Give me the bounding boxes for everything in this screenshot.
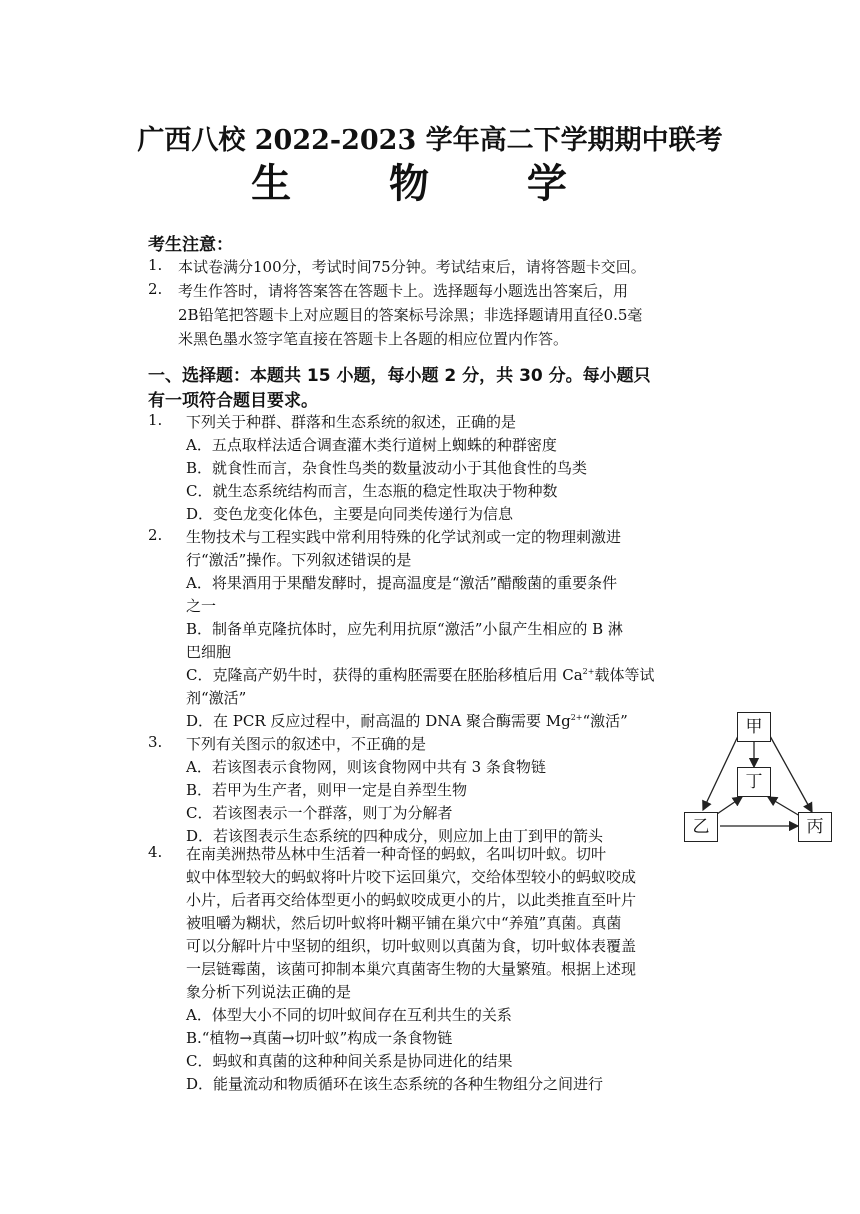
- q2-option-c-line-1: [186, 664, 654, 685]
- q2-option-c-text: C．克隆高产奶牛时，获得的重构胚需要在胚胎移植后用 Ca: [186, 666, 583, 684]
- notice-2-line-2: 2B铅笔把答题卡上对应题目的答案标号涂黑；非选择题请用直径0.5毫: [178, 306, 643, 324]
- q2-option-d: [186, 710, 628, 731]
- q4-stem-line-4: 被咀嚼为糊状，然后切叶蚁将叶糊平铺在巢穴中“养殖”真菌。真菌: [186, 914, 622, 932]
- arrow-jia-to-bing: [770, 736, 812, 812]
- q1-option-b: B．就食性而言，杂食性鸟类的数量波动小于其他食性的鸟类: [186, 459, 588, 477]
- q2-option-a-line-1: A．将果酒用于果醋发酵时，提高温度是“激活”醋酸菌的重要条件: [186, 574, 618, 592]
- q1-stem: 下列关于种群、群落和生态系统的叙述，正确的是: [186, 413, 517, 431]
- q2-option-c-text-tail: 载体等试: [594, 666, 655, 684]
- q4-stem-line-2: 蚁中体型较大的蚂蚁将叶片咬下运回巢穴，交给体型较小的蚂蚁咬成: [186, 868, 637, 886]
- q2-stem-line-2: 行“激活”操作。下列叙述错误的是: [186, 551, 412, 569]
- q4-stem-line-6: 一层链霉菌，该菌可抑制本巢穴真菌寄生物的大量繁殖。根据上述现: [186, 960, 637, 978]
- notice-heading: 考生注意：: [148, 235, 233, 255]
- q2-option-a-line-2: 之一: [186, 597, 217, 615]
- notice-2-num: 2.: [148, 280, 163, 298]
- q4-number: 4.: [148, 843, 163, 861]
- node-jia: 甲: [737, 712, 771, 742]
- exam-title: 广西八校 2022-2023 学年高二下学期期中联考: [137, 125, 723, 156]
- q2-option-d-text-tail: “激活”: [582, 712, 628, 730]
- notice-2-line-3: 米黑色墨水签字笔直接在答题卡上各题的相应位置内作答。: [178, 330, 569, 348]
- node-ding: 丁: [737, 767, 771, 797]
- q1-option-a: A．五点取样法适合调查灌木类行道树上蜘蛛的种群密度: [186, 436, 557, 454]
- calcium-superscript: 2+: [582, 667, 595, 676]
- magnesium-superscript: 2+: [570, 713, 583, 722]
- notice-2-line-1: 考生作答时，请将答案答在答题卡上。选择题每小题选出答案后，用: [178, 282, 629, 300]
- q4-option-a: A．体型大小不同的切叶蚁间存在互利共生的关系: [186, 1006, 512, 1024]
- node-yi: 乙: [684, 812, 718, 842]
- section-heading-line-2: 有一项符合题目要求。: [148, 391, 318, 411]
- q3-option-d: D．若该图表示生态系统的四种成分，则应加上由丁到甲的箭头: [186, 827, 604, 845]
- q3-number: 3.: [148, 733, 163, 751]
- food-web-diagram: [680, 712, 830, 842]
- q3-option-c: C．若该图表示一个群落，则丁为分解者: [186, 804, 453, 822]
- q4-option-d: D．能量流动和物质循环在该生态系统的各种生物组分之间进行: [186, 1075, 604, 1093]
- section-heading-line-1: 一、选择题：本题共 15 小题，每小题 2 分，共 30 分。每小题只: [148, 366, 651, 386]
- q2-option-b-line-2: 巴细胞: [186, 643, 232, 661]
- arrow-jia-to-yi: [703, 736, 738, 810]
- q1-number: 1.: [148, 411, 163, 429]
- q3-option-a: A．若该图表示食物网，则该食物网中共有 3 条食物链: [186, 758, 546, 776]
- q4-option-b: B.“植物→真菌→切叶蚁”构成一条食物链: [186, 1029, 453, 1047]
- q3-stem: 下列有关图示的叙述中，不正确的是: [186, 735, 427, 753]
- q4-option-c: C．蚂蚁和真菌的这种种间关系是协同进化的结果: [186, 1052, 513, 1070]
- q1-option-c: C．就生态系统结构而言，生态瓶的稳定性取决于物种数: [186, 482, 558, 500]
- q1-option-d: D．变色龙变化体色，主要是向同类传递行为信息: [186, 505, 514, 523]
- arrow-yi-to-ding: [714, 797, 742, 816]
- q4-stem-line-5: 可以分解叶片中坚韧的组织，切叶蚁则以真菌为食，切叶蚁体表覆盖: [186, 937, 637, 955]
- q2-option-b-line-1: B．制备单克隆抗体时，应先利用抗原“激活”小鼠产生相应的 B 淋: [186, 620, 623, 638]
- q2-stem-line-1: 生物技术与工程实践中常利用特殊的化学试剂或一定的物理刺激进: [186, 528, 622, 546]
- notice-1-num: 1.: [148, 256, 163, 274]
- q4-stem-line-7: 象分析下列说法正确的是: [186, 983, 352, 1001]
- arrow-bing-to-ding: [768, 797, 800, 816]
- q2-number: 2.: [148, 526, 163, 544]
- notice-1-line: 本试卷满分100分，考试时间75分钟。考试结束后，请将答题卡交回。: [178, 258, 646, 276]
- node-bing: 丙: [798, 812, 832, 842]
- q4-stem-line-1: 在南美洲热带丛林中生活着一种奇怪的蚂蚁，名叫切叶蚁。切叶: [186, 845, 607, 863]
- q2-option-c-line-2: 剂“激活”: [186, 689, 247, 707]
- q2-option-d-text: D．在 PCR 反应过程中，耐高温的 DNA 聚合酶需要 Mg: [186, 712, 571, 730]
- q4-stem-line-3: 小片，后者再交给体型更小的蚂蚁咬成更小的片，以此类推直至叶片: [186, 891, 637, 909]
- subject-title: 生 物 学: [251, 161, 609, 207]
- q3-option-b: B．若甲为生产者，则甲一定是自养型生物: [186, 781, 468, 799]
